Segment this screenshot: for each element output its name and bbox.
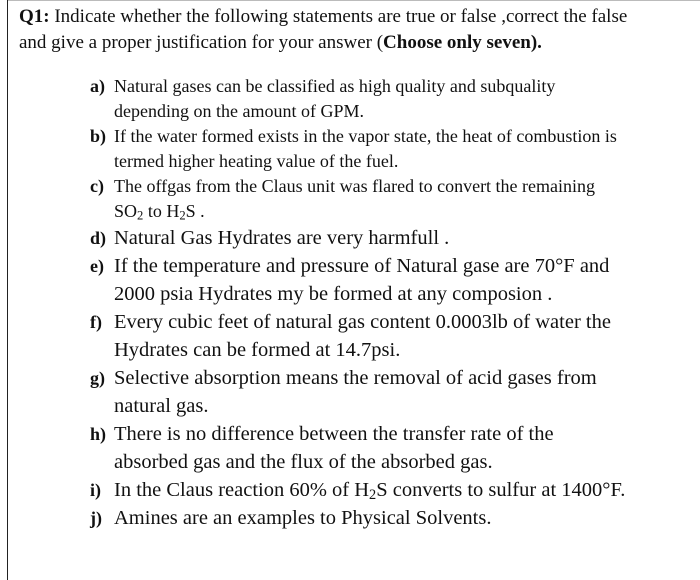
statement-marker: h) <box>90 424 107 444</box>
statement-marker: a) <box>90 76 105 96</box>
statement-h <box>90 420 695 476</box>
statement-f <box>90 308 695 364</box>
question-text-line-2: and give a proper justification for your answer ( <box>19 32 384 53</box>
statement-text-line: Natural Gas Hydrates are very harmfull . <box>114 227 450 249</box>
statement-text-line: absorbed gas and the flux of the absorbed gas. <box>114 451 493 473</box>
statement-text-line: If the water formed exists in the vapor state, the heat of combustion is <box>114 126 617 146</box>
page-left-border <box>7 0 8 580</box>
statement-g <box>90 364 695 420</box>
statement-a <box>90 74 695 124</box>
statement-d <box>90 224 695 252</box>
statement-text-line: Every cubic feet of natural gas content 0.0003lb of water the <box>114 311 611 333</box>
question-text-line-1: Indicate whether the following statements are true or false ,correct the false <box>54 6 628 27</box>
statement-text-line: 2000 psia Hydrates my be formed at any composion . <box>114 283 553 305</box>
statement-c <box>90 174 695 224</box>
question-header <box>19 4 691 56</box>
statement-b <box>90 124 695 174</box>
question-line-2 <box>19 30 691 56</box>
statement-text-line: depending on the amount of GPM. <box>114 101 364 121</box>
statement-text-line: There is no difference between the transfer rate of the <box>114 423 554 445</box>
statement-text-line: Selective absorption means the removal of acid gases from <box>114 367 597 389</box>
statement-text-line: If the temperature and pressure of Natural gase are 70°F and <box>114 255 610 277</box>
statement-marker: i) <box>90 480 101 500</box>
statement-text-line: Amines are an examples to Physical Solvents. <box>114 507 492 529</box>
statement-i <box>90 476 695 504</box>
statement-list <box>90 74 695 532</box>
statement-marker: c) <box>90 176 104 196</box>
statement-marker: d) <box>90 228 107 248</box>
question-line-1 <box>19 4 691 30</box>
statement-text-line: In the Claus reaction 60% of $H_2S$ converts to sulfur at 1400°F. <box>114 479 626 503</box>
statement-text-line: The offgas from the Claus unit was flared to convert the remaining <box>114 176 596 196</box>
statement-marker: b) <box>90 126 107 146</box>
statement-text-line: Hydrates can be formed at 14.7psi. <box>114 339 401 361</box>
statement-j <box>90 504 695 532</box>
statement-text-line: $SO_2$ to $H_2S$ . <box>114 201 205 223</box>
statement-text-line: natural gas. <box>114 395 209 417</box>
statement-marker: e) <box>90 256 104 276</box>
page-top-border <box>7 0 700 1</box>
statement-text-line: termed higher heating value of the fuel. <box>114 151 399 171</box>
statement-marker: g) <box>90 368 105 388</box>
question-number: Q1: <box>19 6 50 27</box>
statement-text-line: Natural gases can be classified as high quality and subquality <box>114 76 556 96</box>
statement-marker: f) <box>90 312 102 332</box>
statement-marker: j) <box>90 508 102 528</box>
question-instruction: Choose only seven). <box>383 32 542 53</box>
statement-e <box>90 252 695 308</box>
